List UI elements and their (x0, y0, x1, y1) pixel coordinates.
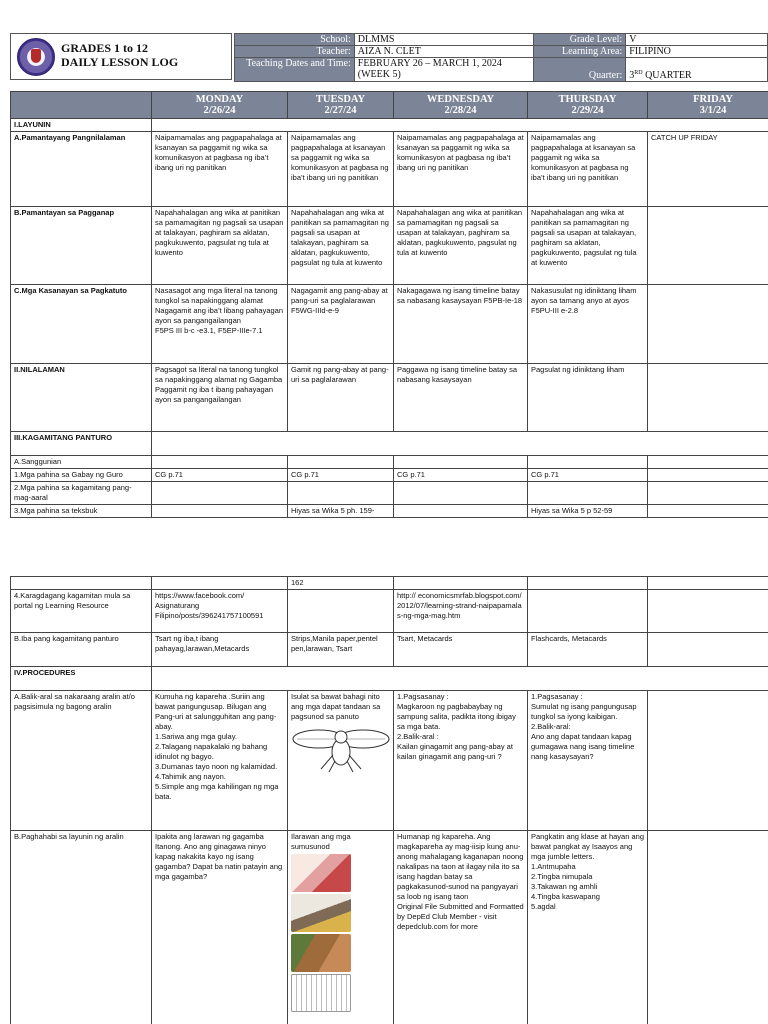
table-cell: Naipamamalas ang pagpapahalaga at ksanayan sa paggamit ng wika sa komunikasyon at pagbasa ng iba’t ibang uri ng panitikan (152, 132, 288, 207)
table-cell: Humanap ng kapareha. Ang magkapareha ay mag-iisip kung anu-anong mahalagang kaganapan noong nakalipas na taon at ilagay nila ito sa isang hagdan batay sa pagkakasunod-sunod na pangyayari sa loob ng isang taon Original File Submitted and Formatted by DepEd Club Member - visit depedclub.com for more (394, 831, 528, 1024)
table-cell: Naipamamalas ang pagpapahalaga at ksanayan sa paggamit ng wika sa komunikasyon at pagbasa ng iba’t ibang uri ng panitikan (528, 132, 648, 207)
table-cell (288, 482, 394, 505)
table-cell (528, 577, 648, 590)
table-cell: Gamit ng pang-abay at pang-uri sa paglalarawan (288, 364, 394, 432)
table-cell: Nakasusulat ng idiniktang liham ayon sa tamang anyo at ayos F5PU-III e-2.8 (528, 285, 648, 364)
table-cell: CG p.71 (528, 469, 648, 482)
toddler-playing-photo (291, 894, 351, 932)
deped-seal-icon (17, 38, 55, 76)
learning-area-label: Learning Area: (534, 46, 626, 58)
grade-label: Grade Level: (534, 34, 626, 46)
table-cell (648, 364, 768, 432)
table-cell (11, 577, 152, 590)
table-cell: CG p.71 (152, 469, 288, 482)
school-value: DLMMS (354, 34, 534, 46)
day-header-tuesday (288, 92, 394, 119)
quarter-label: Quarter: (534, 58, 626, 82)
child-playing-photo (291, 854, 351, 892)
section-row-layunin (11, 119, 768, 132)
table-cell (152, 505, 288, 518)
table-cell: 1.Pagsasanay : Magkaroon ng pagbabaybay ng sampung salita, padikta itong ibigay sa mga bata. 2.Balik-aral : Kailan ginagamit ang pang-abay at kailan ginagamit ang pang-uri ? (394, 691, 528, 831)
day-name: FRIDAY (693, 94, 733, 105)
table-cell (528, 482, 648, 505)
table-row (11, 364, 768, 432)
table-cell (288, 590, 394, 633)
table-cell-with-image (288, 691, 394, 831)
children-group-photo (291, 934, 351, 972)
row-label-pamantayang-pangnilalaman: A.Pamantayang Pangnilalaman (11, 132, 152, 207)
table-cell (394, 482, 528, 505)
table-cell: Napahahalagan ang wika at panitikan sa pamamagitan ng pagsali sa usapan at talakayan, paghiram sa aklatan, pagkukuwento, pagsulat ng tula at kuwento (288, 207, 394, 285)
table-cell: Pagsagot sa literal na tanong tungkol sa napakinggang alamat ng Gagamba Paggamit ng iba t ibang pahayagan ayon sa pangangailangan (152, 364, 288, 432)
table-cell (394, 505, 528, 518)
quarter-value (626, 58, 768, 82)
table-cell: Hiyas sa Wika 5 ph. 159- (288, 505, 394, 518)
section-label-kagamitang-panturo: III.KAGAMITANG PANTURO (11, 432, 152, 456)
table-row (11, 482, 768, 505)
table-row (11, 590, 768, 633)
lesson-log-header (10, 33, 768, 80)
title-line-1: GRADES 1 to 12 (61, 41, 149, 55)
table-cell: Napahahalagan ang wika at panitikan sa pamamagitan ng pagsali sa usapan at talakayan, paghiram sa aklatan, pagkukuwento, pagsulat ng tula at kuwento (394, 207, 528, 285)
children-drawing-photo (291, 974, 351, 1012)
table-cell: https://www.facebook.com/ Asignaturang Filipino/posts/396241757100591 (152, 590, 288, 633)
table-cell-with-images (288, 831, 394, 1024)
table-cell (288, 456, 394, 469)
table-cell (394, 577, 528, 590)
table-cell: 162 (288, 577, 394, 590)
day-name: THURSDAY (558, 94, 617, 105)
day-date: 2/27/24 (324, 105, 357, 116)
day-date: 2/28/24 (444, 105, 477, 116)
table-cell (152, 577, 288, 590)
row-label-karagdagang-kagamitan: 4.Karagdagang kagamitan mula sa portal ng Learning Resource (11, 590, 152, 633)
day-header-wednesday (394, 92, 528, 119)
learning-area-value: FILIPINO (626, 46, 768, 58)
table-cell (648, 207, 768, 285)
table-cell (648, 469, 768, 482)
table-row (11, 831, 768, 1024)
day-header-friday (648, 92, 768, 119)
table-cell (648, 691, 768, 831)
section-row-kagamitan (11, 432, 768, 456)
table-cell: Tsart ng iba,t ibang pahayag,larawan,Metacards (152, 633, 288, 667)
table-cell: Napahahalagan ang wika at panitikan sa pamamagitan ng pagsali sa usapan at talakayan, paghiram sa aklatan, pagkukuwento, pagsulat ng tula at kuwento (528, 207, 648, 285)
corner-header-cell (11, 92, 152, 119)
row-label-sanggunian: A.Sanggunian (11, 456, 152, 469)
section-row-procedures (11, 667, 768, 691)
table-cell: Paggawa ng isang timeline batay sa nabasang kasaysayan (394, 364, 528, 432)
table-row (11, 469, 768, 482)
table-cell (648, 633, 768, 667)
table-row (11, 505, 768, 518)
table-cell: CATCH UP FRIDAY (648, 132, 768, 207)
title-line-2: DAILY LESSON LOG (61, 55, 179, 69)
day-date: 2/29/24 (571, 105, 604, 116)
grade-value: V (626, 34, 768, 46)
table-cell (528, 590, 648, 633)
day-name: MONDAY (195, 94, 244, 105)
lesson-log-table-part-1 (10, 91, 768, 518)
row-label-kasanayan-sa-pagkatuto: C.Mga Kasanayan sa Pagkatuto (11, 285, 152, 364)
teacher-label: Teacher: (235, 46, 355, 58)
day-header-thursday (528, 92, 648, 119)
teaching-dates-label: Teaching Dates and Time: (235, 58, 355, 82)
day-date: 3/1/24 (699, 105, 727, 116)
section-label-layunin: I.LAYUNIN (11, 119, 152, 132)
table-cell: 1.Pagsasanay : Sumulat ng isang pangungusap tungkol sa iyong kaibigan. 2.Balik-aral: Ano ang dapat tandaan kapag gumagawa nang isang timeline nang kasaysayan? (528, 691, 648, 831)
table-cell (648, 482, 768, 505)
quarter-ordinal: RD (634, 70, 643, 76)
school-label: School: (235, 34, 355, 46)
table-cell: Kumuha ng kapareha .Suriin ang bawat pangungusap. Bilugan ang Pang-uri at salungguhitan ang pang-abay. 1.Sariwa ang mga gulay. 2.Talagang napakalaki ng bahang idinulot ng bagyo. 3.Dumanas tayo noon ng kalamidad. 4.Tahimik ang nayon. 5.Simple ang mga kahilingan ng mga bata. (152, 691, 288, 831)
row-label-paghahabi: B.Paghahabi sa layunin ng aralin (11, 831, 152, 1024)
table-cell (648, 590, 768, 633)
table-cell: Nakagagawa ng isang timeline batay sa nabasang kasaysayan F5PB-Ie-18 (394, 285, 528, 364)
table-cell: http:// economicsmrfab.blogspot.com/ 2012/07/learning-strand-naipapamalas-ng-mga-mag.htm (394, 590, 528, 633)
day-name: WEDNESDAY (426, 94, 495, 105)
cell-text: Ilarawan ang mga sumusunod (291, 832, 351, 851)
table-row (11, 132, 768, 207)
table-cell: Strips,Manila paper,pentel pen,larawan, Tsart (288, 633, 394, 667)
row-label-kagamitang-mag-aaral: 2.Mga pahina sa kagamitang pang-mag-aaral (11, 482, 152, 505)
table-cell: Pangkatin ang klase at hayan ang bawat pangkat ay Isaayos ang mga jumble letters. 1.Antmupaha 2.Tingba nimupala 3.Takawan ng amhli 4.Tingba kaswapang 5.agdal (528, 831, 648, 1024)
header-title-box (10, 33, 232, 80)
table-row (11, 577, 768, 590)
section-filler (152, 667, 768, 691)
table-cell: Nagagamit ang pang-abay at pang-uri sa paglalarawan F5WG-IIId-e-9 (288, 285, 394, 364)
table-cell (648, 505, 768, 518)
day-header-monday (152, 92, 288, 119)
table-cell: Hiyas sa Wika 5 p 52-59 (528, 505, 648, 518)
row-label-pamantayan-sa-pagganap: B.Pamantayan sa Pagganap (11, 207, 152, 285)
table-cell: Nasasagot ang mga literal na tanong tungkol sa napakinggang alamat Nagagamit ang iba’t libang pahayagan ayon sa pangangailangan F5PS III b-c -e3.1, F5EP-IIIe-7.1 (152, 285, 288, 364)
section-label-procedures: IV.PROCEDURES (11, 667, 152, 691)
section-filler (152, 119, 768, 132)
row-label-iba-pang-kagamitan: B.Iba pang kagamitang panturo (11, 633, 152, 667)
cell-text: Isulat sa bawat bahagi nito ang mga dapat tandaan sa pagsunod sa panuto (291, 692, 381, 721)
row-label-nilalaman: II.NILALAMAN (11, 364, 152, 432)
lesson-log-table-part-2 (10, 576, 768, 1024)
table-cell: Flashcards, Metacards (528, 633, 648, 667)
table-row (11, 207, 768, 285)
table-row (11, 285, 768, 364)
row-label-gabay-ng-guro: 1.Mga pahina sa Gabay ng Guro (11, 469, 152, 482)
teacher-value: AIZA N. CLET (354, 46, 534, 58)
table-cell (394, 456, 528, 469)
header-info-table (234, 33, 768, 82)
quarter-word: QUARTER (642, 70, 692, 81)
table-row (11, 456, 768, 469)
row-label-balik-aral: A.Balik-aral sa nakaraang aralin at/o pagsisimula ng bagong aralin (11, 691, 152, 831)
table-cell (152, 456, 288, 469)
day-name: TUESDAY (315, 94, 366, 105)
table-cell (528, 456, 648, 469)
table-cell: CG p.71 (394, 469, 528, 482)
table-cell: CG p.71 (288, 469, 394, 482)
table-cell (648, 456, 768, 469)
section-filler (152, 432, 768, 456)
housefly-illustration-icon (291, 725, 391, 773)
quarter-number: 3 (629, 70, 635, 81)
table-cell: Pagsulat ng idiniktang liham (528, 364, 648, 432)
table-cell (152, 482, 288, 505)
day-header-row (11, 92, 768, 119)
table-cell: Tsart, Metacards (394, 633, 528, 667)
row-label-teksbuk: 3.Mga pahina sa teksbuk (11, 505, 152, 518)
table-cell: Napahahalagan ang wika at panitikan sa pamamagitan ng pagsali sa usapan at talakayan, paghiram sa aklatan, pagkukuwento, pagsulat ng tula at kuwento (152, 207, 288, 285)
table-cell (648, 577, 768, 590)
table-cell (648, 285, 768, 364)
document-title (61, 41, 178, 69)
table-cell: Ipakita ang larawan ng gagamba Itanong. Ano ang ginagawa ninyo kapag nakakita kayo ng isang gagamba? Dapat ba natin patayin ang mga gagamba? (152, 831, 288, 1024)
table-row (11, 633, 768, 667)
day-date: 2/26/24 (203, 105, 236, 116)
table-cell: Naipamamalas ang pagpapahalaga at ksanayan sa paggamit ng wika sa komunikasyon at pagbasa ng iba’t ibang uri ng panitikan (288, 132, 394, 207)
teaching-dates-value: FEBRUARY 26 – MARCH 1, 2024 (WEEK 5) (354, 58, 534, 82)
table-cell: Naipamamalas ang pagpapahalaga at ksanayan sa paggamit ng wika sa komunikasyon at pagbasa ng iba’t ibang uri ng panitikan (394, 132, 528, 207)
table-row (11, 691, 768, 831)
table-cell (648, 831, 768, 1024)
